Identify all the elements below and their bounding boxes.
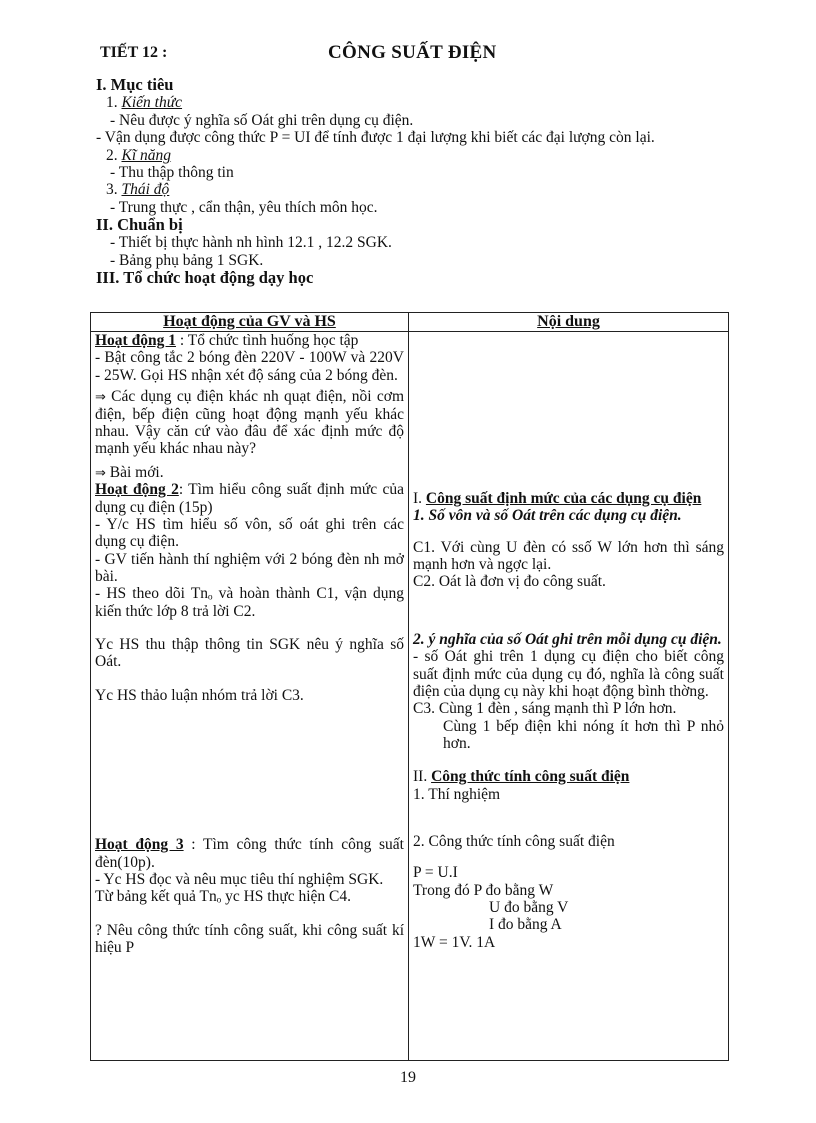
section-heading-objectives: I. Mục tiêu — [96, 75, 174, 94]
knowledge-item-2: - Vận dụng được công thức P = UI để tính được 1 đại lượng khi biết các đại lượng còn lại. — [96, 129, 655, 147]
table-row — [91, 332, 729, 1061]
activity-2-step-4: Yc HS thu thập thông tin SGK nêu ý nghĩa số Oát. — [95, 636, 404, 671]
section-heading-preparation: II. Chuẩn bị — [96, 214, 183, 234]
activity-2-step-3: - HS theo dõi Tnₒ và hoàn thành C1, vận dụng kiến thức lớp 8 trả lời C2. — [95, 585, 404, 620]
knowledge-heading: 1. Kiến thức — [106, 94, 183, 112]
activity-3-step-2: Từ bảng kết quả Tnₒ yc HS thực hiện C4. — [95, 888, 352, 906]
activity-3: Hoạt động 3 : Tìm công thức tính công suất đèn(10p). — [95, 836, 404, 871]
column-header-content: Nội dung — [409, 313, 729, 332]
column-header-activities: Hoạt động của GV và HS — [91, 313, 409, 332]
activity-1-label: Hoạt động 1 — [95, 332, 176, 349]
content-section-2-title: Công thức tính công suất điện — [431, 768, 630, 786]
content-cell — [409, 332, 729, 1061]
formula: P = U.I — [413, 864, 458, 882]
activity-1-step: - Bật công tắc 2 bóng đèn 220V - 100W và 220V - 25W. Gọi HS nhận xét độ sáng của 2 bóng đèn. — [95, 349, 404, 384]
page-number: 19 — [400, 1069, 416, 1086]
experiment-heading: 1. Thí nghiệm — [413, 785, 501, 803]
answer-c3-extra: Cùng 1 bếp điện khi nóng ít hơn thì P nhỏ hơn. — [443, 717, 724, 752]
activity-2-step-1: - Y/c HS tìm hiểu số vôn, số oát ghi trên các dụng cụ điện. — [95, 515, 404, 551]
activity-2: Hoạt động 2: Tìm hiểu công suất định mức của dụng cụ điện (15p) — [95, 481, 404, 516]
activity-table — [90, 312, 729, 1061]
arrow-right-icon: ⇒ — [95, 390, 106, 406]
formula-unit-i: I đo bằng A — [489, 916, 562, 934]
meaning-text: - số Oát ghi trên 1 dụng cụ điện cho biết công suất định mức của dụng cụ đó, nghĩa là công suất điện của dụng cụ này khi hoạt động bình thờng. — [413, 648, 724, 700]
content-section-1-title: Công suất định mức của các dụng cụ điện — [425, 490, 702, 507]
formula-unit-u: U đo bằng V — [489, 899, 569, 917]
preparation-item-1: - Thiết bị thực hành nh hình 12.1 , 12.2 SGK. — [110, 234, 392, 252]
knowledge-label: Kiến thức — [121, 94, 183, 112]
objectives-section — [96, 76, 726, 288]
content-section-2: II. Công thức tính công suất điện — [413, 768, 630, 786]
preparation-item-2: - Bảng phụ bảng 1 SGK. — [110, 251, 264, 269]
answer-c2: C2. Oát là đơn vị đo công suất. — [413, 573, 606, 591]
content-subsection-1: 1. Số vôn và số Oát trên các dụng cụ điện. — [413, 507, 682, 525]
answer-c3: C3. Cùng 1 đèn , sáng mạnh thì P lớn hơn. — [413, 700, 677, 718]
page-title: CÔNG SUẤT ĐIỆN — [328, 42, 497, 63]
content-subsection-2: 2. ý nghĩa của số Oát ghi trên mỗi dụng cụ điện. — [413, 630, 722, 648]
skill-heading: 2. Kĩ năng — [106, 146, 172, 164]
activity-2-step-5: Yc HS thảo luận nhóm trả lời C3. — [95, 686, 304, 704]
activity-3-step-1: - Yc HS đọc và nêu mục tiêu thí nghiệm SGK. — [95, 870, 384, 888]
answer-c1: C1. Với cùng U đèn có ssố W lớn hơn thì sáng mạnh hơn và ngợc lại. — [413, 538, 724, 574]
arrow-right-icon: ⇒ — [95, 465, 106, 481]
activity-2-label: Hoạt động 2 — [95, 481, 179, 499]
activity-1-question: ⇒ Các dụng cụ điện khác nh quạt điện, nồi cơm điện, bếp điện cũng hoạt động mạnh yếu khác nhau. Vậy căn cứ vào đâu để xác định mức độ mạnh yếu khác nhau này? — [95, 388, 404, 458]
table-header-row — [91, 313, 729, 332]
page-header — [100, 44, 720, 68]
attitude-heading: 3. Thái độ — [106, 181, 170, 199]
skill-item-1: - Thu thập thông tin — [110, 163, 234, 181]
activity-1: Hoạt động 1 : Tổ chức tình huống học tập — [95, 332, 359, 349]
section-heading-activities: III. Tổ chức hoạt động dạy học — [96, 268, 314, 288]
activities-cell — [91, 332, 409, 1061]
activity-2-step-2: - GV tiến hành thí nghiệm với 2 bóng đèn nh mở bài. — [95, 550, 404, 586]
new-lesson-line: ⇒ Bài mới. — [95, 463, 164, 481]
activity-3-label: Hoạt động 3 — [95, 836, 184, 854]
unit-relation: 1W = 1V. 1A — [413, 933, 496, 951]
knowledge-item-1: - Nêu được ý nghĩa số Oát ghi trên dụng cụ điện. — [110, 111, 414, 129]
formula-heading: 2. Công thức tính công suất điện — [413, 833, 615, 851]
content-section-1: I. Công suất định mức của các dụng cụ điện — [413, 490, 702, 507]
skill-label: Kĩ năng — [121, 146, 172, 164]
attitude-label: Thái độ — [121, 181, 170, 199]
lesson-code: TIẾT 12 : — [100, 44, 168, 61]
activity-3-question: ? Nêu công thức tính công suất, khi công suất kí hiệu P — [95, 921, 404, 956]
formula-unit-p: Trong đó P đo bằng W — [413, 881, 554, 899]
attitude-item-1: - Trung thực , cẩn thận, yêu thích môn học. — [110, 198, 378, 216]
